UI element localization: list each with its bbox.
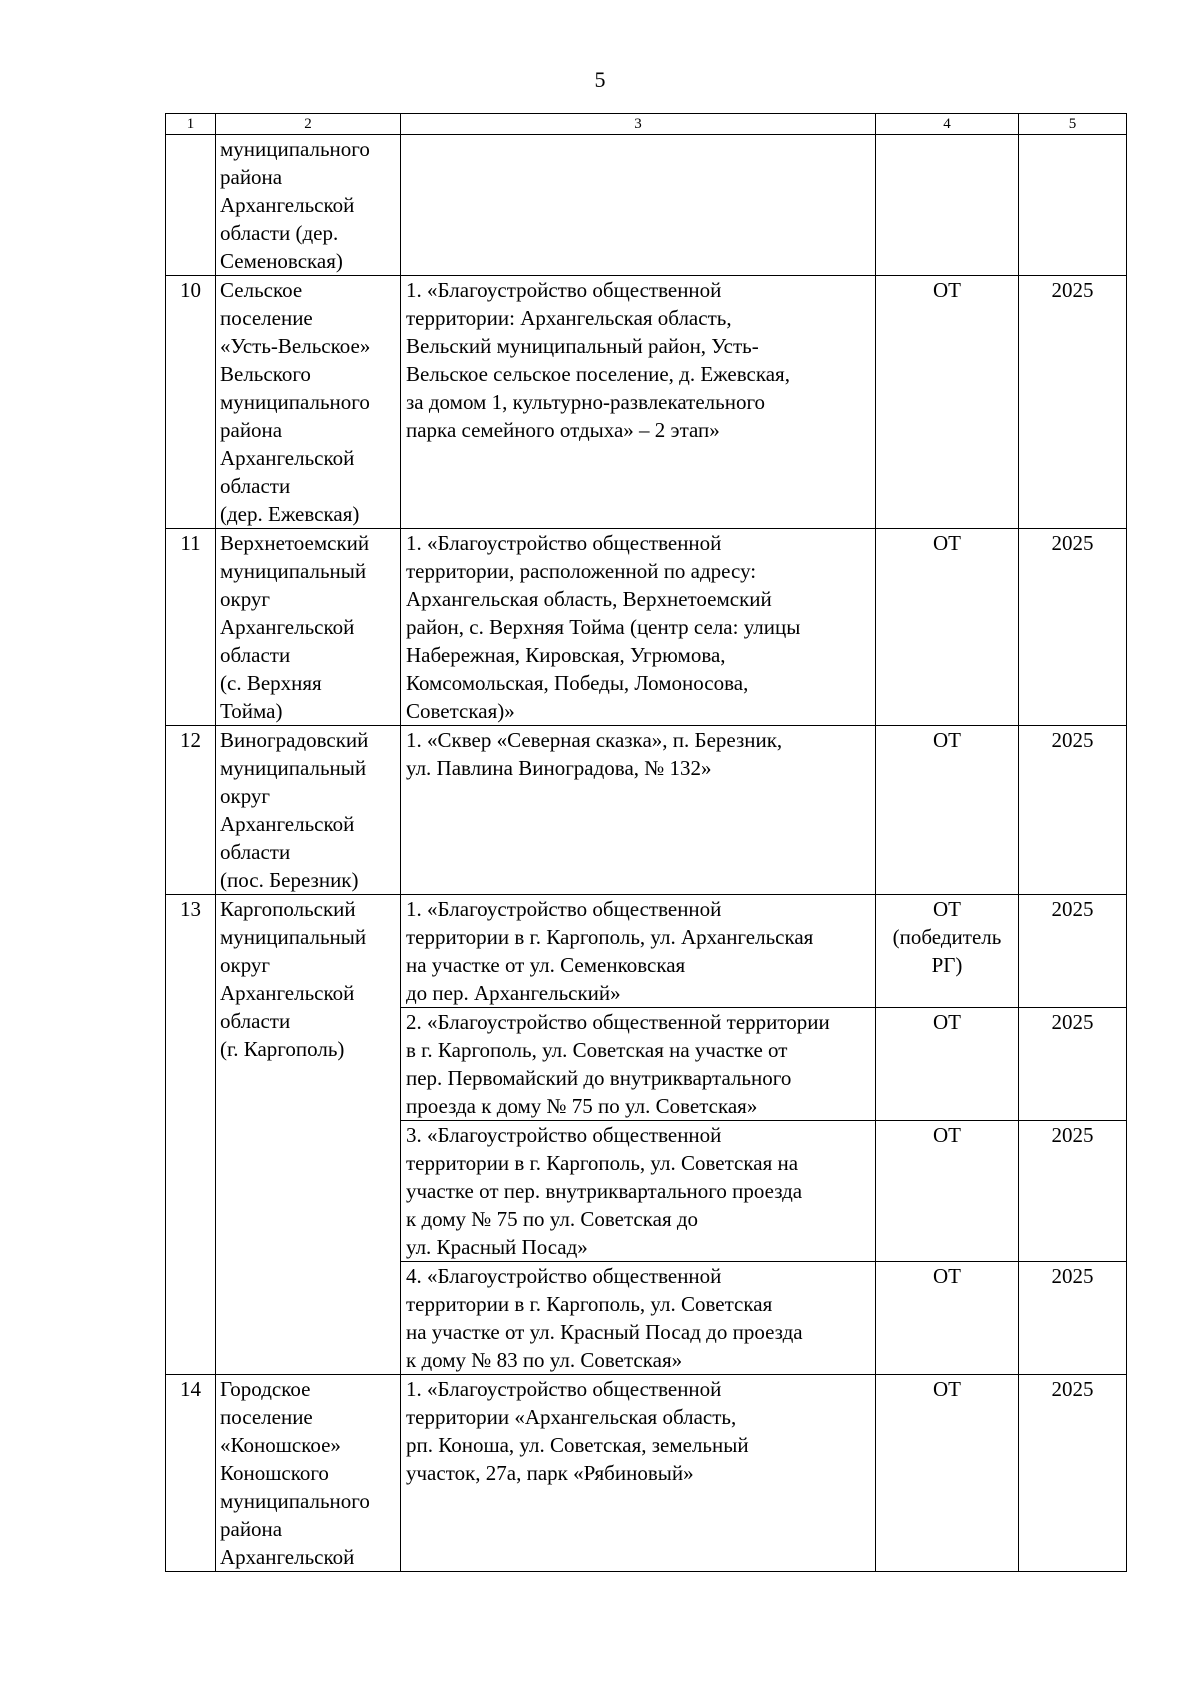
- projects-table: [165, 113, 1127, 1572]
- project-year: 2025: [1019, 1375, 1127, 1572]
- project-year: 2025: [1019, 529, 1127, 726]
- project-year: [1019, 135, 1127, 276]
- page-number: 5: [594, 67, 606, 92]
- project-description: 3. «Благоустройство общественной территории в г. Каргополь, ул. Советская на участке от пер. внутриквартального проезда к дому № 75 по ул. Советская до ул. Красный Посад»: [401, 1121, 876, 1262]
- project-year: 2025: [1019, 895, 1127, 1008]
- table-row: [166, 1375, 1127, 1572]
- project-year: 2025: [1019, 1008, 1127, 1121]
- row-number: 13: [166, 895, 216, 1375]
- project-description: 1. «Благоустройство общественной территории: Архангельская область, Вельский муниципальный район, Усть- Вельское сельское поселение, д. Ежевская, за домом 1, культурно-развлекательного парка семейного отдыха» – 2 этап»: [401, 276, 876, 529]
- table-row: [166, 529, 1127, 726]
- row-number: [166, 135, 216, 276]
- project-type: [876, 135, 1019, 276]
- project-type: ОТ: [876, 1262, 1019, 1375]
- project-description: 1. «Сквер «Северная сказка», п. Березник, ул. Павлина Виноградова, № 132»: [401, 726, 876, 895]
- column-header: 4: [876, 114, 1019, 135]
- row-number: 11: [166, 529, 216, 726]
- municipality-name: Сельское поселение «Усть-Вельское» Вельского муниципального района Архангельской области (дер. Ежевская): [216, 276, 401, 529]
- municipality-name: Городское поселение «Коношское» Коношского муниципального района Архангельской: [216, 1375, 401, 1572]
- project-year: 2025: [1019, 1121, 1127, 1262]
- project-description: 1. «Благоустройство общественной территории «Архангельская область, рп. Коноша, ул. Советская, земельный участок, 27а, парк «Рябиновый»: [401, 1375, 876, 1572]
- project-type: ОТ: [876, 1375, 1019, 1572]
- municipality-name: Виноградовский муниципальный округ Архангельской области (пос. Березник): [216, 726, 401, 895]
- table-row: [166, 276, 1127, 529]
- row-number: 12: [166, 726, 216, 895]
- project-year: 2025: [1019, 726, 1127, 895]
- table-row: [166, 895, 1127, 1008]
- project-year: 2025: [1019, 1262, 1127, 1375]
- project-type: ОТ: [876, 276, 1019, 529]
- table-header-row: [166, 114, 1127, 135]
- project-type: ОТ: [876, 726, 1019, 895]
- municipality-name: Верхнетоемский муниципальный округ Архангельской области (с. Верхняя Тойма): [216, 529, 401, 726]
- municipality-name: Каргопольский муниципальный округ Архангельской области (г. Каргополь): [216, 895, 401, 1375]
- table-row: [166, 726, 1127, 895]
- project-year: 2025: [1019, 276, 1127, 529]
- project-type: ОТ: [876, 529, 1019, 726]
- table-row: [166, 135, 1127, 276]
- project-type: ОТ: [876, 1008, 1019, 1121]
- column-header: 5: [1019, 114, 1127, 135]
- project-description: 4. «Благоустройство общественной территории в г. Каргополь, ул. Советская на участке от ул. Красный Посад до проезда к дому № 83 по ул. Советская»: [401, 1262, 876, 1375]
- column-header: 3: [401, 114, 876, 135]
- row-number: 14: [166, 1375, 216, 1572]
- project-description: 2. «Благоустройство общественной территории в г. Каргополь, ул. Советская на участке от пер. Первомайский до внутриквартального проезда к дому № 75 по ул. Советская»: [401, 1008, 876, 1121]
- column-header: 2: [216, 114, 401, 135]
- row-number: 10: [166, 276, 216, 529]
- project-description: 1. «Благоустройство общественной территории, расположенной по адресу: Архангельская область, Верхнетоемский район, с. Верхняя Тойма (центр села: улицы Набережная, Кировская, Угрюмова, Комсомольская, Победы, Ломоносова, Советская)»: [401, 529, 876, 726]
- column-header: 1: [166, 114, 216, 135]
- project-description: 1. «Благоустройство общественной территории в г. Каргополь, ул. Архангельская на участке от ул. Семенковская до пер. Архангельский»: [401, 895, 876, 1008]
- project-type: ОТ: [876, 1121, 1019, 1262]
- project-description: [401, 135, 876, 276]
- municipality-name: муниципального района Архангельской области (дер. Семеновская): [216, 135, 401, 276]
- project-type: ОТ (победитель РГ): [876, 895, 1019, 1008]
